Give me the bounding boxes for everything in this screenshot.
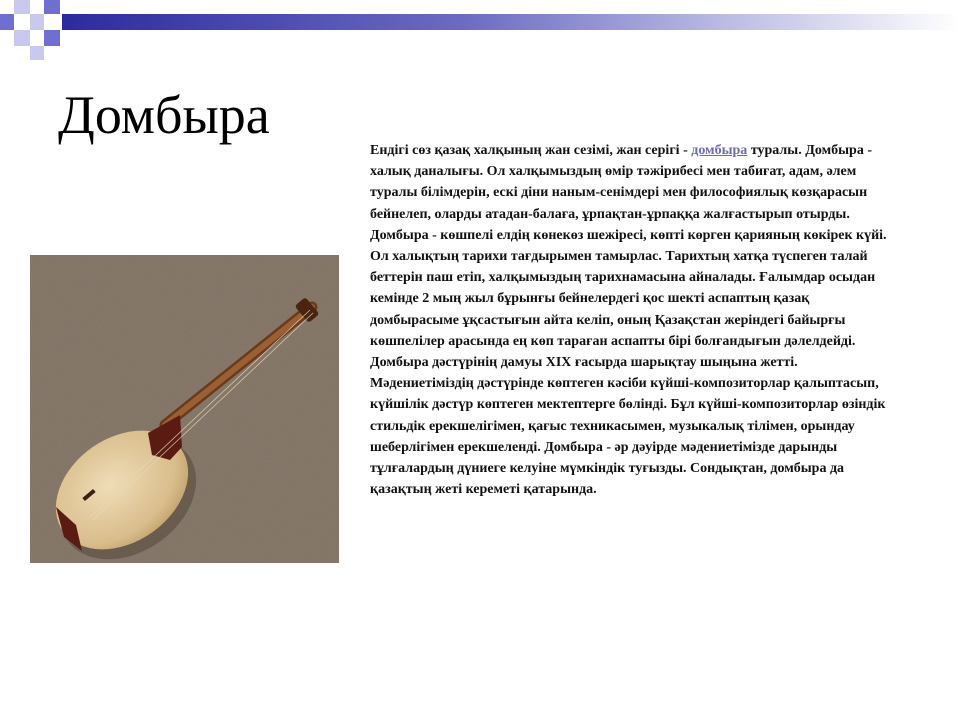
decor-square bbox=[30, 46, 44, 60]
decor-square bbox=[30, 14, 44, 30]
body-paragraph bbox=[370, 140, 890, 500]
paragraph-part2: туралы. Домбыра - халық даналығы. Ол халқымыздың өмір тәжірибесі мен табиғат, адам, әлем туралы білімдерін, ескі діни наным-сенімдері мен философиялық көзқарасын бейнелеп, оларды атадан-балаға, ұрпақтан-ұрпаққа жалғастырып отырды. Домбыра - көшпелі елдің көнекөз шежіресі, көпті көрген қарияның көкірек күйі. Ол халықтың тарихи тағдырымен тамырлас. Тарихтың хатқа түспеген талай беттерін паш етіп, халқымыздың тарихнамасына айналады. Ғалымдар осыдан кемінде 2 мың жыл бұрынғы бейнелердегі қос шекті аспаптың қазақ домбырасыме ұқсастығын айта келіп, оның Қазақстан жеріндегі байырғы көшпелілер арасында ең көп тараған аспапты бірі болғандығын дәлелдейді. Домбыра дәстүрінің дамуы ХІХ ғасырда шарықтау шыңына жетті. Мәдениетіміздің дәстүрінде көптеген кәсіби күйші-композиторлар қалыптасып, күйшілік дәстүр көптеген мектептерге бөлінді. Бұл күйші-композиторлар өзіндік стильдік ерекшелігімен, қағыс техникасымен, музыкалық тілімен, орындау шеберлігімен ерекшеленді. Домбыра - әр дәуірде мәдениетімізде дарынды тұлғалардың дүниеге келуіне мүмкіндік туғызды. Сондықтан, домбыра да қазақтың жеті кереметі қатарында. bbox=[370, 143, 887, 498]
slide-title: Домбыра bbox=[58, 85, 270, 145]
header-gradient-bar bbox=[62, 14, 960, 30]
dombra-photo bbox=[30, 255, 339, 563]
paragraph-part1: Ендігі сөз қазақ халқының жан сезімі, жан серігі - bbox=[370, 143, 692, 158]
decor-square bbox=[44, 30, 60, 46]
decor-square bbox=[0, 14, 14, 30]
decor-square bbox=[14, 30, 30, 46]
dombra-link[interactable]: домбыра bbox=[691, 143, 748, 158]
decor-square bbox=[44, 0, 60, 14]
decor-square bbox=[14, 0, 30, 14]
